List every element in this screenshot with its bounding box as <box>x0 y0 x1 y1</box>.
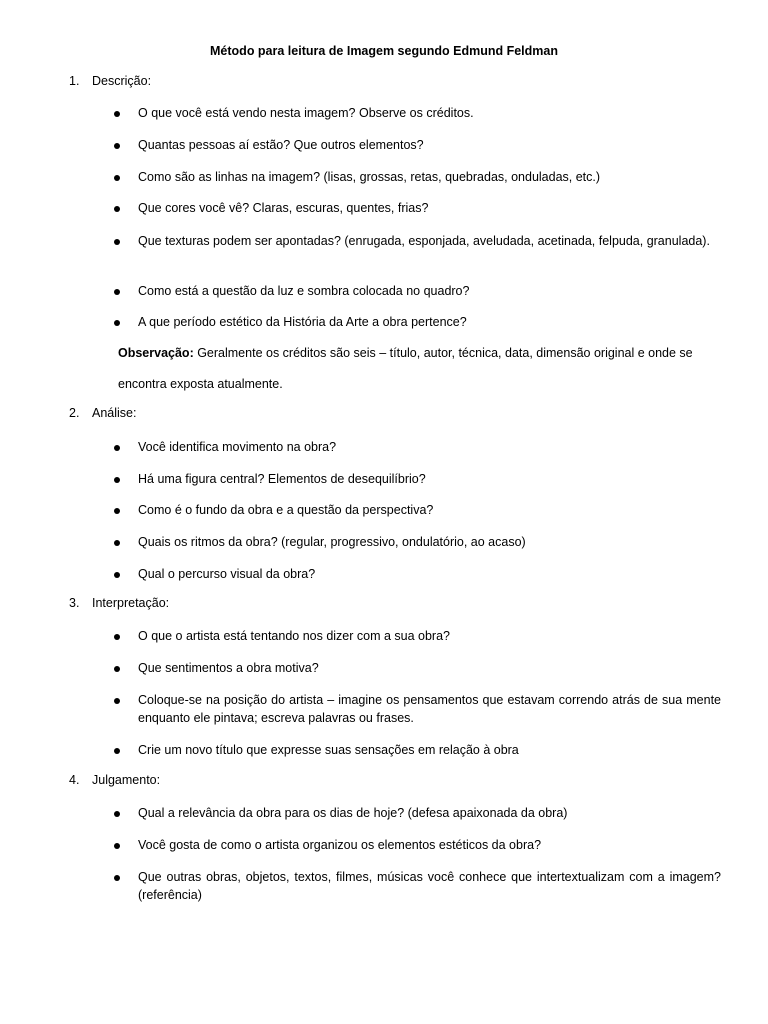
bullet-icon <box>114 206 120 212</box>
section-heading-julgamento <box>69 773 160 787</box>
bullet-icon <box>114 477 120 483</box>
section-title: Análise: <box>92 406 137 420</box>
bullet-icon <box>114 239 120 245</box>
list-item: Como é o fundo da obra e a questão da perspectiva? <box>114 501 721 519</box>
list-item: O que o artista está tentando nos dizer com a sua obra? <box>114 627 721 645</box>
list-item: Qual a relevância da obra para os dias de hoje? (defesa apaixonada da obra) <box>114 804 721 822</box>
bullet-icon <box>114 698 120 704</box>
bullet-icon <box>114 289 120 295</box>
bullet-icon <box>114 875 120 881</box>
section-heading-descricao <box>69 74 151 88</box>
section-number: 1. <box>69 74 80 88</box>
list-item: Que sentimentos a obra motiva? <box>114 659 721 677</box>
list-item: Há uma figura central? Elementos de desequilíbrio? <box>114 470 721 488</box>
list-item: Que texturas podem ser apontadas? (enrugada, esponjada, aveludada, acetinada, felpuda, granulada). <box>114 232 721 250</box>
list-item: Qual o percurso visual da obra? <box>114 565 721 583</box>
bullet-icon <box>114 508 120 514</box>
bullet-icon <box>114 843 120 849</box>
list-item: A que período estético da História da Arte a obra pertence? <box>114 313 721 331</box>
bullet-icon <box>114 175 120 181</box>
bullet-icon <box>114 811 120 817</box>
observation-note <box>118 338 728 400</box>
bullet-icon <box>114 143 120 149</box>
list-item: Que cores você vê? Claras, escuras, quentes, frias? <box>114 199 721 217</box>
section-number: 3. <box>69 596 80 610</box>
bullet-icon <box>114 666 120 672</box>
list-item: Como está a questão da luz e sombra colocada no quadro? <box>114 282 721 300</box>
section-number: 2. <box>69 406 80 420</box>
note-label: Observação: <box>118 346 194 360</box>
section-title: Descrição: <box>92 74 152 88</box>
bullet-icon <box>114 111 120 117</box>
list-item: Quais os ritmos da obra? (regular, progressivo, ondulatório, ao acaso) <box>114 533 721 551</box>
list-item: Que outras obras, objetos, textos, filmes, músicas você conhece que intertextualizam com a imagem? (referência) <box>114 868 721 904</box>
section-number: 4. <box>69 773 80 787</box>
section-heading-analise <box>69 406 136 420</box>
list-item: Você gosta de como o artista organizou os elementos estéticos da obra? <box>114 836 721 854</box>
document-title: Método para leitura de Imagem segundo Edmund Feldman <box>210 44 558 58</box>
list-item: Quantas pessoas aí estão? Que outros elementos? <box>114 136 721 154</box>
section-title: Julgamento: <box>92 773 161 787</box>
list-item: Como são as linhas na imagem? (lisas, grossas, retas, quebradas, onduladas, etc.) <box>114 168 721 186</box>
list-item: Crie um novo título que expresse suas sensações em relação à obra <box>114 741 721 759</box>
list-item: Você identifica movimento na obra? <box>114 438 721 456</box>
note-text: Geralmente os créditos são seis – título, autor, técnica, data, dimensão original e onde se encontra exposta atualmente. <box>118 346 693 391</box>
section-title: Interpretação: <box>92 596 170 610</box>
section-heading-interpretacao <box>69 596 169 610</box>
list-item: Coloque-se na posição do artista – imagine os pensamentos que estavam correndo atrás de sua mente enquanto ele pintava; escreva palavras ou frases. <box>114 691 721 727</box>
bullet-icon <box>114 572 120 578</box>
bullet-icon <box>114 748 120 754</box>
bullet-icon <box>114 540 120 546</box>
bullet-icon <box>114 445 120 451</box>
bullet-icon <box>114 320 120 326</box>
bullet-icon <box>114 634 120 640</box>
list-item: O que você está vendo nesta imagem? Observe os créditos. <box>114 104 721 122</box>
